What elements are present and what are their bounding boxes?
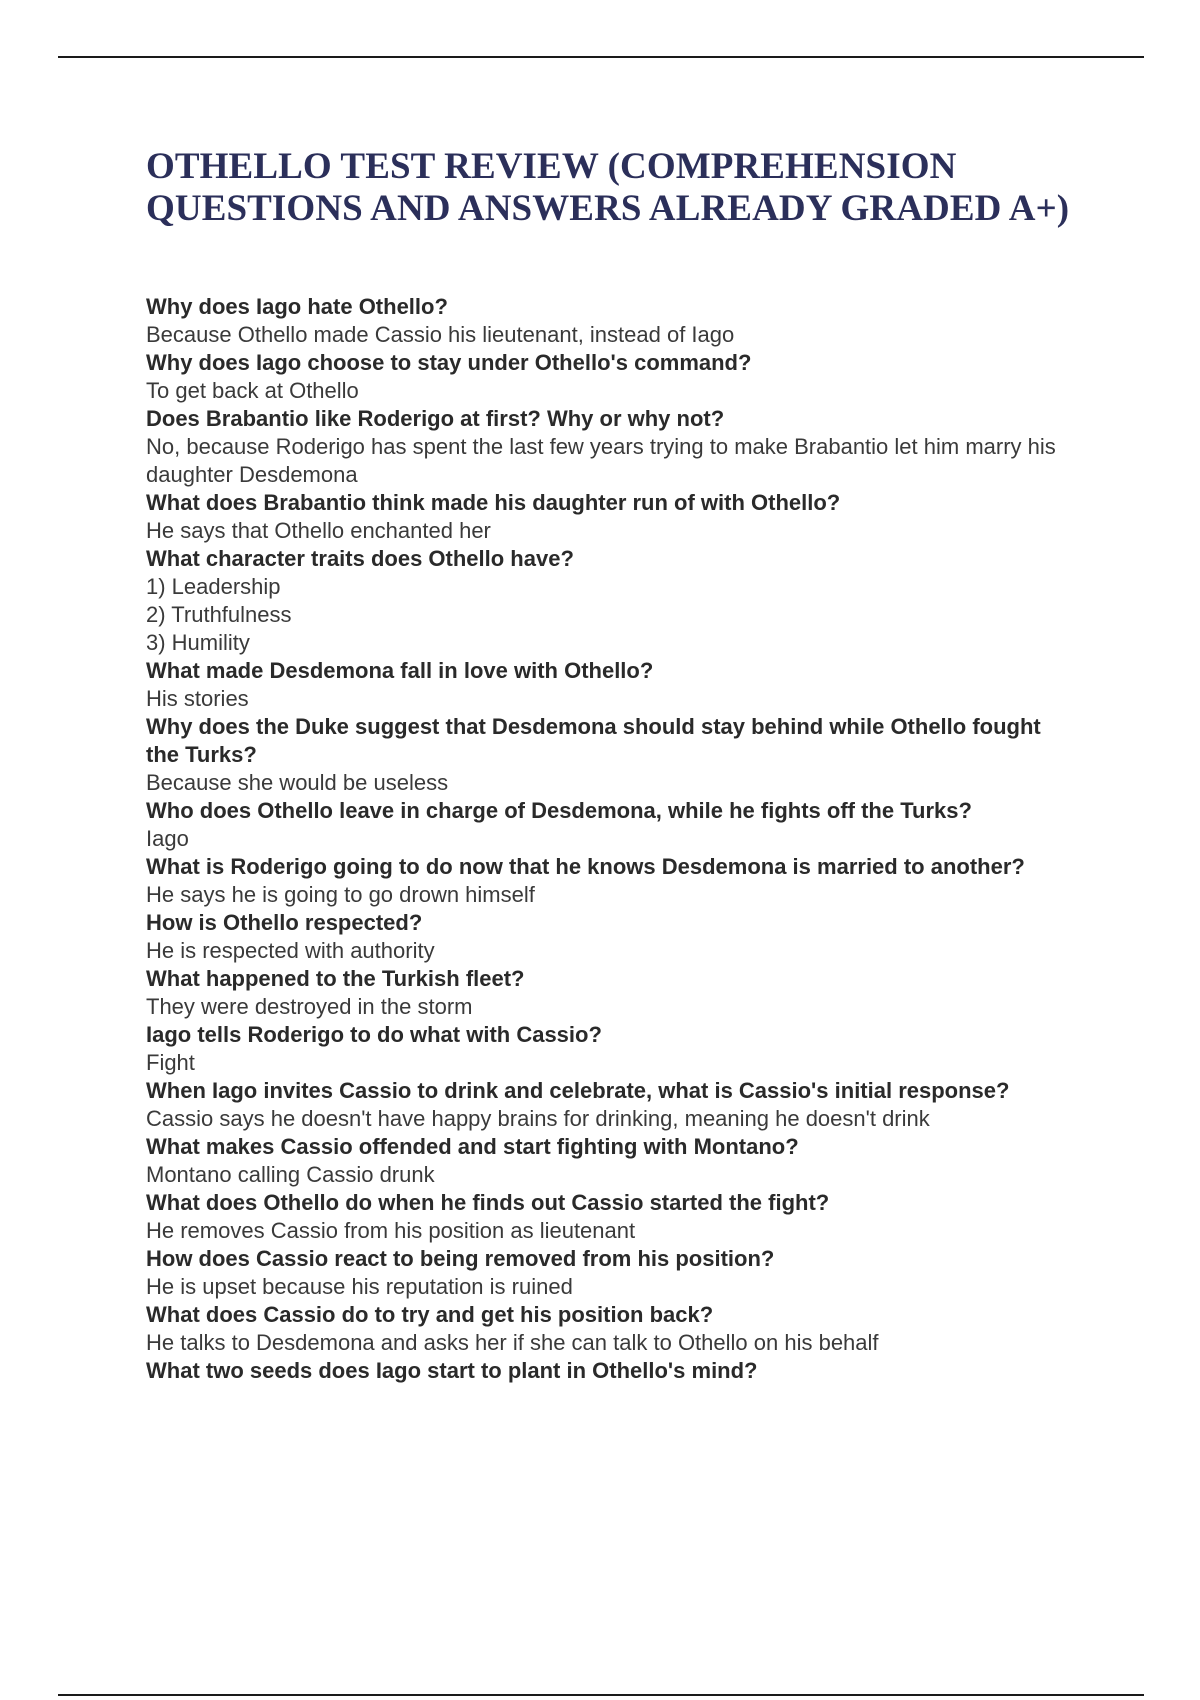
answer-text: No, because Roderigo has spent the last few years trying to make Brabantio let him marry his daughter Desdemona [146,434,1056,487]
answer-text: 3) Humility [146,630,250,655]
answer-text: Cassio says he doesn't have happy brains for drinking, meaning he doesn't drink [146,1106,930,1131]
answer-text: He says he is going to go drown himself [146,882,535,907]
question-text: When Iago invites Cassio to drink and celebrate, what is Cassio's initial response? [146,1078,1010,1103]
answer-text: Fight [146,1050,195,1075]
qa-item [146,489,1076,545]
answer-text: His stories [146,686,249,711]
qa-item [146,293,1076,349]
qa-item [146,797,1076,853]
answer-text: He says that Othello enchanted her [146,518,491,543]
answer-text: Iago [146,826,189,851]
qa-item [146,1021,1076,1077]
qa-item [146,1245,1076,1301]
qa-item [146,853,1076,909]
qa-item [146,657,1076,713]
answer-text: He removes Cassio from his position as lieutenant [146,1218,636,1243]
document-title: OTHELLO TEST REVIEW (COMPREHENSION QUESTIONS AND ANSWERS ALREADY GRADED A+) [146,146,1070,229]
question-text: Iago tells Roderigo to do what with Cassio? [146,1022,602,1047]
document-body [146,146,1076,1385]
question-text: Why does the Duke suggest that Desdemona should stay behind while Othello fought the Turks? [146,714,1041,767]
question-text: How does Cassio react to being removed from his position? [146,1246,775,1271]
answer-text: Because she would be useless [146,770,449,795]
qa-item [146,1301,1076,1357]
qa-list [146,293,1076,1385]
answer-text: To get back at Othello [146,378,359,403]
question-text: What does Brabantio think made his daughter run of with Othello? [146,490,841,515]
bottom-rule [58,1694,1144,1696]
question-text: How is Othello respected? [146,910,423,935]
answer-text: He is respected with authority [146,938,435,963]
answer-text: He talks to Desdemona and asks her if she can talk to Othello on his behalf [146,1330,879,1355]
answer-text: Because Othello made Cassio his lieutenant, instead of Iago [146,322,735,347]
qa-item [146,349,1076,405]
question-text: What character traits does Othello have? [146,546,574,571]
qa-item [146,545,1076,657]
qa-item [146,405,1076,489]
answer-text: He is upset because his reputation is ruined [146,1274,573,1299]
question-text: Why does Iago choose to stay under Othello's command? [146,350,752,375]
qa-item [146,1357,1076,1385]
question-text: Does Brabantio like Roderigo at first? Why or why not? [146,406,725,431]
question-text: What makes Cassio offended and start fighting with Montano? [146,1134,799,1159]
question-text: What is Roderigo going to do now that he knows Desdemona is married to another? [146,854,1025,879]
answer-text: 2) Truthfulness [146,602,292,627]
qa-item [146,1133,1076,1189]
question-text: Who does Othello leave in charge of Desdemona, while he fights off the Turks? [146,798,972,823]
top-rule [58,56,1144,58]
question-text: What happened to the Turkish fleet? [146,966,525,991]
qa-item [146,965,1076,1021]
qa-item [146,909,1076,965]
question-text: What does Cassio do to try and get his position back? [146,1302,714,1327]
qa-item [146,1077,1076,1133]
question-text: Why does Iago hate Othello? [146,294,448,319]
qa-item [146,713,1076,797]
question-text: What does Othello do when he finds out Cassio started the fight? [146,1190,830,1215]
answer-text: 1) Leadership [146,574,281,599]
answer-text: Montano calling Cassio drunk [146,1162,435,1187]
question-text: What two seeds does Iago start to plant in Othello's mind? [146,1358,758,1383]
qa-item [146,1189,1076,1245]
answer-text: They were destroyed in the storm [146,994,473,1019]
question-text: What made Desdemona fall in love with Othello? [146,658,654,683]
